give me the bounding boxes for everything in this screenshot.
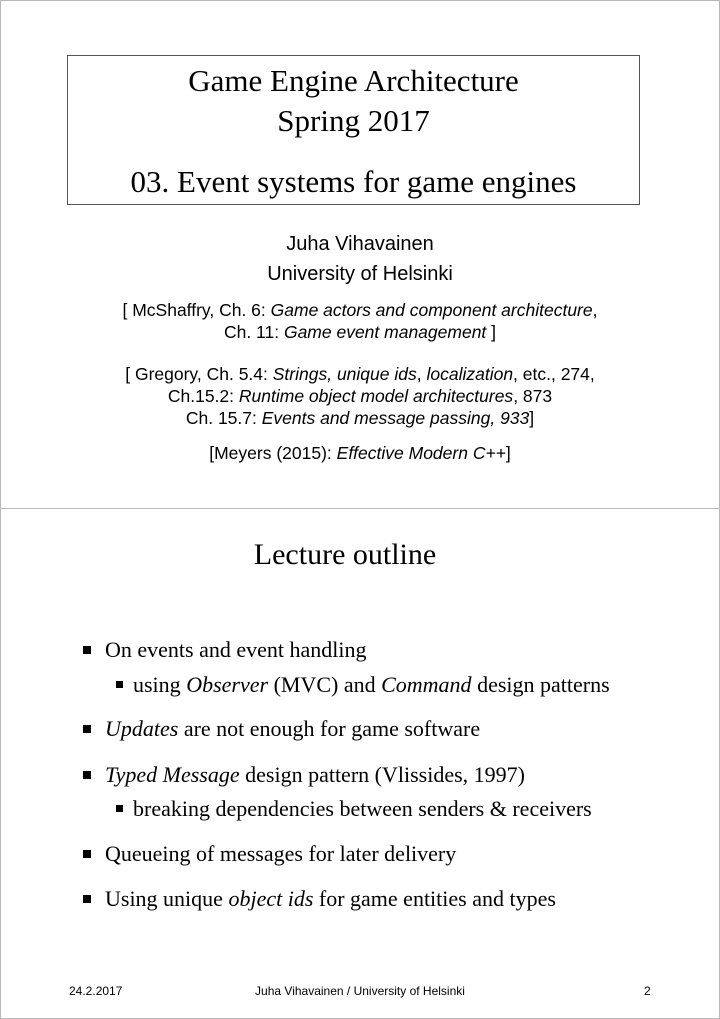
subbullet-dependencies: breaking dependencies between senders & receivers [116, 795, 592, 823]
university-name: University of Helsinki [267, 263, 453, 285]
bullet-square-icon [83, 646, 91, 654]
lecture-title: 03. Event systems for game engines [130, 164, 577, 199]
bullet-square-icon [83, 725, 91, 733]
bullet-square-icon [83, 771, 91, 779]
reference-mcshaffry-line1: [ McShaffry, Ch. 6: Game actors and component architecture, [122, 300, 598, 320]
bullet-typed-message: Typed Message design pattern (Vlissides, 1997) [83, 761, 525, 789]
bullet-square-icon [83, 850, 91, 858]
bullet-square-icon [83, 895, 91, 903]
slide-divider [0, 508, 720, 509]
bullet-square-icon [116, 805, 123, 812]
bullet-queueing: Queueing of messages for later delivery [83, 840, 456, 868]
title-box [67, 55, 640, 205]
bullet-square-icon [116, 681, 123, 688]
footer-date: 24.2.2017 [69, 984, 123, 998]
subbullet-patterns: using Observer (MVC) and Command design patterns [116, 671, 610, 699]
footer-author: Juha Vihavainen / University of Helsinki [255, 984, 465, 998]
course-term: Spring 2017 [277, 103, 430, 138]
reference-gregory-line2: Ch.15.2: Runtime object model architectures, 873 [167, 386, 553, 406]
outline-title: Lecture outline [253, 538, 437, 571]
bullet-object-ids: Using unique object ids for game entities and types [83, 885, 556, 913]
bullet-events: On events and event handling [83, 636, 367, 664]
reference-gregory-line3: Ch. 15.7: Events and message passing, 933] [185, 408, 535, 428]
author-name: Juha Vihavainen [286, 233, 434, 255]
reference-mcshaffry-line2: Ch. 11: Game event management ] [223, 322, 497, 342]
reference-gregory-line1: [ Gregory, Ch. 5.4: Strings, unique ids, localization, etc., 274, [125, 364, 595, 384]
footer-page-number: 2 [644, 984, 651, 998]
bullet-updates: Updates are not enough for game software [83, 715, 480, 743]
reference-meyers: [Meyers (2015): Effective Modern C++] [209, 443, 511, 463]
course-title: Game Engine Architecture [188, 63, 519, 98]
